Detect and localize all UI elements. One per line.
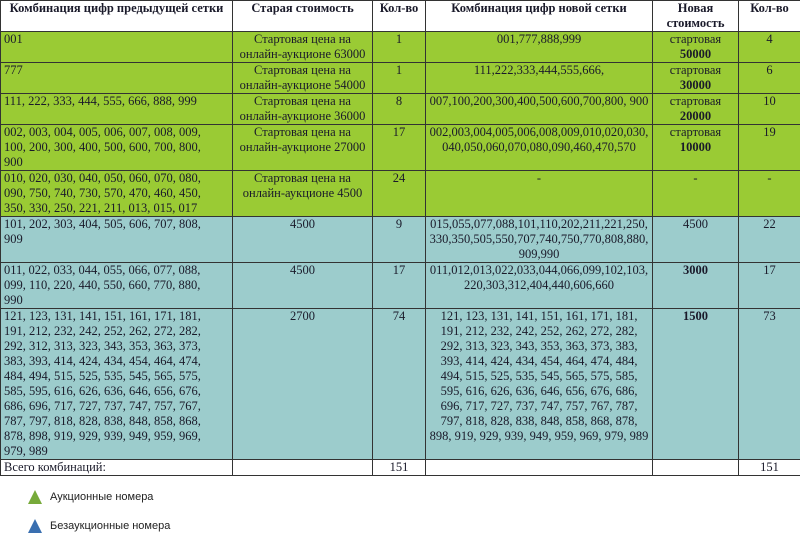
old-price-cell: Стартовая цена на онлайн-аукционе 54000 xyxy=(233,63,373,94)
new-price-cell xyxy=(653,309,739,460)
new-price-value: - xyxy=(693,171,698,185)
empty-cell xyxy=(233,460,373,476)
old-combos-cell: 111, 222, 333, 444, 555, 666, 888, 999 xyxy=(1,94,233,125)
old-count-cell: 8 xyxy=(373,94,426,125)
empty-cell xyxy=(426,460,653,476)
new-count-cell: 4 xyxy=(739,32,800,63)
header-old-combos: Комбинация цифр предыдущей сетки xyxy=(1,1,233,32)
new-price-value: 1500 xyxy=(683,309,708,323)
new-price-cell xyxy=(653,94,739,125)
new-combos-cell: 121, 123, 131, 141, 151, 161, 171, 181, 191, 212, 232, 242, 252, 262, 272, 282, 292, 313, 323, 343, 353, 363, 373, 383, 393, 414, 424, 434, 454, 464, 474, 484, 494, 515, 525, 535, 545, 565, 575, 585, 595, 616, 626, 636, 646, 656, 676, 686, 696, 717, 727, 737, 747, 757, 767, 787, 797, 818, 828, 838, 848, 858, 868, 878, 898, 919, 929, 939, 949, 959, 969, 979, 989 xyxy=(426,309,653,460)
new-price-label: стартовая xyxy=(669,125,722,139)
total-new-count: 151 xyxy=(739,460,800,476)
old-count-cell: 24 xyxy=(373,171,426,217)
new-price-cell xyxy=(653,217,739,263)
old-price-cell: Стартовая цена на онлайн-аукционе 36000 xyxy=(233,94,373,125)
legend-item-non-auction xyxy=(28,519,170,533)
header-old-count: Кол-во xyxy=(373,1,426,32)
new-price-value: 20000 xyxy=(679,109,712,123)
new-combos-cell: 002,003,004,005,006,008,009,010,020,030, 040,050,060,070,080,090,460,470,570 xyxy=(426,125,653,171)
old-price-cell: Стартовая цена на онлайн-аукционе 27000 xyxy=(233,125,373,171)
old-combos-cell: 001 xyxy=(1,32,233,63)
header-new-combos: Комбинация цифр новой сетки xyxy=(426,1,653,32)
total-old-count: 151 xyxy=(373,460,426,476)
table-row xyxy=(1,125,800,171)
new-combos-cell: 007,100,200,300,400,500,600,700,800, 900 xyxy=(426,94,653,125)
old-combos-cell: 121, 123, 131, 141, 151, 161, 171, 181, 191, 212, 232, 242, 252, 262, 272, 282, 292, 312, 313, 323, 343, 353, 363, 373, 383, 393, 414, 424, 434, 454, 464, 474, 484, 494, 515, 525, 535, 545, 565, 575, 585, 595, 616, 626, 636, 646, 656, 676, 686, 696, 717, 727, 737, 747, 757, 767, 787, 797, 818, 828, 838, 848, 858, 868, 878, 898, 919, 929, 939, 949, 959, 969, 979, 989 xyxy=(1,309,233,460)
new-count-cell: 17 xyxy=(739,263,800,309)
table-row xyxy=(1,263,800,309)
total-label: Всего комбинаций: xyxy=(1,460,233,476)
new-count-cell: 73 xyxy=(739,309,800,460)
new-count-cell: 22 xyxy=(739,217,800,263)
old-count-cell: 1 xyxy=(373,32,426,63)
table-row xyxy=(1,309,800,460)
table-row xyxy=(1,63,800,94)
old-price-cell: 4500 xyxy=(233,263,373,309)
new-combos-cell: - xyxy=(426,171,653,217)
new-count-cell: - xyxy=(739,171,800,217)
new-price-label: стартовая xyxy=(669,32,722,46)
old-price-cell: 4500 xyxy=(233,217,373,263)
new-combos-cell: 111,222,333,444,555,666, xyxy=(426,63,653,94)
old-price-cell: Стартовая цена на онлайн-аукционе 63000 xyxy=(233,32,373,63)
old-count-cell: 17 xyxy=(373,263,426,309)
old-count-cell: 74 xyxy=(373,309,426,460)
new-combos-cell: 015,055,077,088,101,110,202,211,221,250, 330,350,505,550,707,740,750,770,808,880, 909,990 xyxy=(426,217,653,263)
old-combos-cell: 777 xyxy=(1,63,233,94)
new-combos-cell: 001,777,888,999 xyxy=(426,32,653,63)
new-price-value: 50000 xyxy=(679,47,712,61)
empty-cell xyxy=(653,460,739,476)
new-count-cell: 10 xyxy=(739,94,800,125)
header-new-count: Кол-во xyxy=(739,1,800,32)
new-count-cell: 6 xyxy=(739,63,800,94)
new-price-label: стартовая xyxy=(669,94,722,108)
old-combos-cell: 002, 003, 004, 005, 006, 007, 008, 009, 100, 200, 300, 400, 500, 600, 700, 800, 900 xyxy=(1,125,233,171)
new-combos-cell: 011,012,013,022,033,044,066,099,102,103, 220,303,312,404,440,606,660 xyxy=(426,263,653,309)
table-row xyxy=(1,32,800,63)
old-price-cell: Стартовая цена на онлайн-аукционе 4500 xyxy=(233,171,373,217)
table-row xyxy=(1,171,800,217)
legend-item-auction xyxy=(28,490,153,504)
new-price-cell xyxy=(653,63,739,94)
table-row xyxy=(1,94,800,125)
new-price-value: 30000 xyxy=(679,78,712,92)
new-price-value: 4500 xyxy=(683,217,708,231)
old-count-cell: 1 xyxy=(373,63,426,94)
new-price-cell xyxy=(653,263,739,309)
header-old-price: Старая стоимость xyxy=(233,1,373,32)
new-price-cell xyxy=(653,125,739,171)
legend-label: Безаукционные номера xyxy=(50,520,171,532)
new-count-cell: 19 xyxy=(739,125,800,171)
header-row xyxy=(1,1,800,32)
legend-label: Аукционные номера xyxy=(50,491,154,503)
total-row xyxy=(1,460,800,476)
table-row xyxy=(1,217,800,263)
old-combos-cell: 011, 022, 033, 044, 055, 066, 077, 088, 099, 110, 220, 440, 550, 660, 770, 880, 990 xyxy=(1,263,233,309)
new-price-cell xyxy=(653,32,739,63)
new-price-value: 3000 xyxy=(683,263,708,277)
green-triangle-icon xyxy=(28,490,42,504)
old-count-cell: 9 xyxy=(373,217,426,263)
new-price-cell xyxy=(653,171,739,217)
old-count-cell: 17 xyxy=(373,125,426,171)
new-price-label: стартовая xyxy=(669,63,722,77)
old-combos-cell: 010, 020, 030, 040, 050, 060, 070, 080, 090, 750, 740, 730, 570, 470, 460, 450, 350, 330, 250, 221, 211, 013, 015, 017 xyxy=(1,171,233,217)
header-new-price: Новая стоимость xyxy=(653,1,739,32)
new-price-value: 10000 xyxy=(679,140,712,154)
old-price-cell: 2700 xyxy=(233,309,373,460)
old-combos-cell: 101, 202, 303, 404, 505, 606, 707, 808, 909 xyxy=(1,217,233,263)
blue-triangle-icon xyxy=(28,519,42,533)
